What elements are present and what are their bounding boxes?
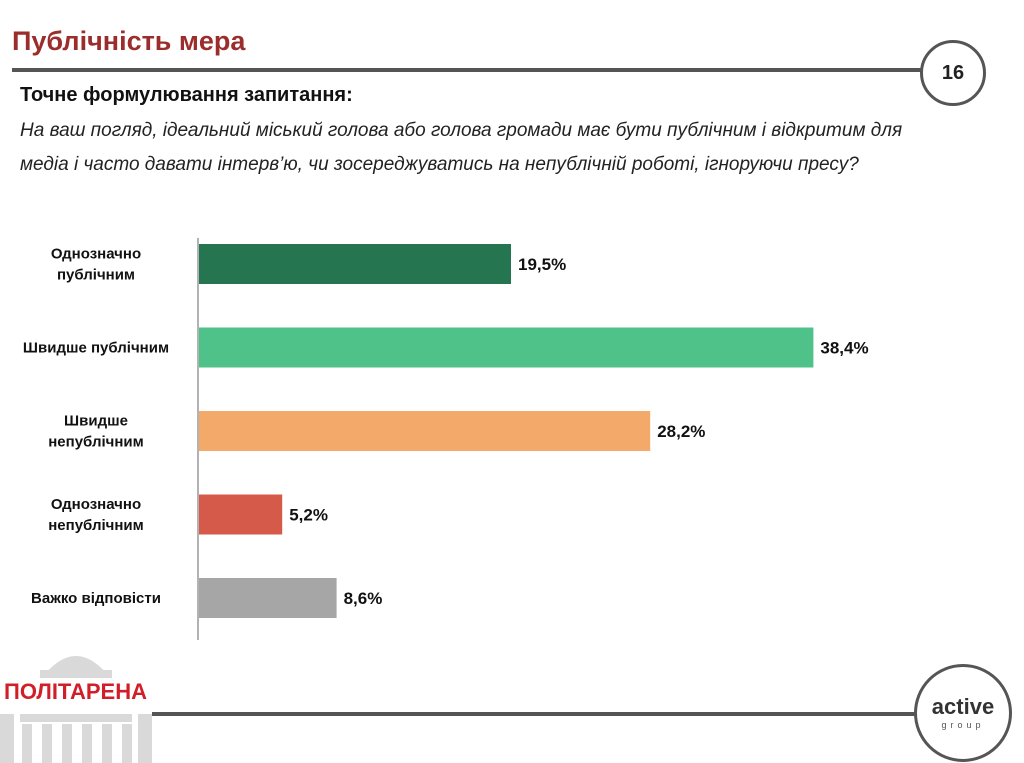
category-label-4: Важко відповісти [31,590,161,607]
question-text: На ваш погляд, ідеальний міський голова або голова громади має бути публічним і відкритим для медіа і часто давати інтерв’ю, чи зосереджуватись на непублічній роботі, ігноруючи пресу? [20,120,903,175]
bar-value-label-0: 19,5% [518,255,567,274]
bar-value-label-4: 8,6% [343,589,383,608]
header-divider [12,68,924,72]
category-label-2: Швидше непублічним [48,412,144,451]
active-group-logo-sub: group [941,720,985,730]
bar-3 [199,495,282,535]
category-label-3: Однозначно непублічним [48,496,144,534]
bar-1 [199,328,813,368]
politarena-logo-text: ПОЛІТАРЕНА [4,679,147,704]
bar-chart [0,230,1024,650]
bar-0 [199,244,511,284]
bar-value-label-1: 38,4% [820,338,869,358]
bar-value-label-2: 28,2% [657,422,706,441]
bar-value-label-3: 5,2% [289,505,328,525]
category-label-0: Однозначно публічним [50,245,142,284]
category-label-1: Швидше публічним [22,339,170,357]
page-title: Публічність мера [12,26,246,56]
active-group-logo [914,664,1012,762]
bar-4 [199,578,337,618]
question-heading: Точне формулювання запитання: [20,84,353,106]
active-group-logo-main: active [931,694,995,719]
page-number-badge: 16 [920,40,986,106]
footer-divider [152,712,920,716]
bar-2 [199,411,650,451]
